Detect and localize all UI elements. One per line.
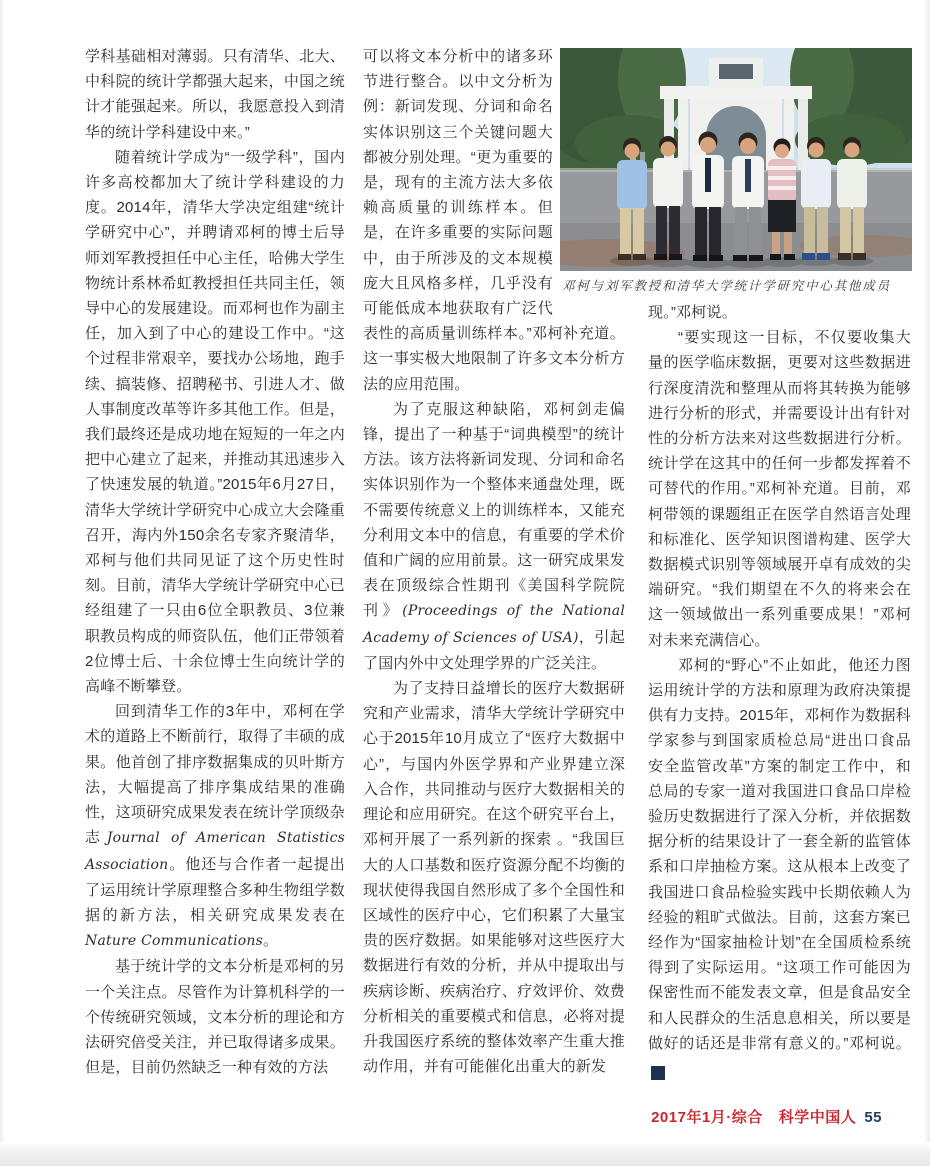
paragraph bbox=[85, 44, 345, 145]
paragraph bbox=[85, 145, 345, 699]
footer-issue-date: 2017年1月·综合 bbox=[651, 1109, 763, 1126]
text-run: 为了克服这种缺陷，邓柯剑走偏锋，提出了一种基于“词典模型”的统计方法。该方法将新词发现、分词和命名实体识别作为一个整体来通盘处理，既不需要传统意义上的训练样本，又能充分利用文本中的信息，有重要的学术价值和广阔的应用前景。这一研究成果发表在顶级综合性期刊《美国科学院院刊》 bbox=[363, 400, 625, 620]
column-left bbox=[85, 44, 345, 1080]
scan-edge-right bbox=[924, 0, 930, 1166]
end-of-article-mark: 科 bbox=[651, 1066, 665, 1080]
text-run: 回到清华工作的3年中，邓柯在学术的道路上不断前行，取得了丰硕的成果。他首创了排序数据集成的贝叶斯方法，大幅提高了排序集成结果的准确性，这项研究成果发表在统计学顶级杂志 bbox=[85, 703, 345, 847]
paragraph bbox=[85, 954, 345, 1080]
scan-edge-left bbox=[0, 0, 5, 1166]
paragraph bbox=[648, 325, 911, 653]
text-run: 可以将文本分析中的诸多环节进行整合。以中文分析为例：新词发现、分词和命名实体识别这三个关键问题大都被分别处理。“更为重要的是，现有的主流方法大多依赖高质量的训练样本。但是，在许多重要的实际问题中，由于所涉及的文本规模庞大且风格多样，几乎没有可能低成本地获取有广泛代表性的高质量训练样本。”邓柯补充道。这一事实极大地限制了许多文本分析方法的应用范围。 bbox=[363, 48, 625, 393]
group-photo bbox=[560, 48, 912, 271]
page-footer bbox=[651, 1106, 882, 1127]
paragraph bbox=[648, 300, 911, 325]
text-run: “要实现这一目标，不仅要收集大量的医学临床数据，更要对这些数据进行深度清洗和整理从而将其转换为能够进行分析的形式，并需要设计出有针对性的分析方法来对这些数据进行分析。统计学在这其中的任何一步都发挥着不可替代的作用。”邓柯补充道。目前，邓柯带领的课题组正在医学自然语言处理和标准化、医学知识图谱构建、医学大数据模式识别等领域展开卓有成效的尖端研究。“我们期望在不久的将来会在这一领域做出一系列重要成果！”邓柯对未来充满信心。 bbox=[648, 329, 911, 649]
scan-edge-bottom bbox=[0, 1142, 930, 1166]
tsinghua-gate-photo bbox=[560, 48, 912, 271]
text-run: 基于统计学的文本分析是邓柯的另一个关注点。尽管作为计算机科学的一个传统研究领域，文本分析的理论和方法研究倍受关注，并已取得诸多成果。但是，目前仍然缺乏一种有效的方法 bbox=[85, 958, 345, 1077]
text-run: 。 bbox=[263, 932, 279, 950]
footer-magazine-name: 科学中国人 bbox=[778, 1109, 857, 1126]
text-run: 邓柯的“野心”不止如此，他还力图运用统计学的方法和原理为政府决策提供有力支持。2015年，邓柯作为数据科学家参与到国家质检总局“进出口食品安全监管改革”方案的制定工作中，和总局的专家一道对我国进口食品口岸检验历史数据进行了深入分析，并依据数据分析的结果设计了一套全新的监管体系和口岸抽检方案。这从根本上改变了我国进口食品检验实践中长期依赖人为经验的粗旷式做法。目前，这套方案已经作为“国家抽检计划”在全国质检系统得到了实际运用。“这项工作可能因为保密性而不能发表文章，但是食品安全和人民群众的生活息息相关，所以要是做好的话还是非常有意义的。”邓柯说。 bbox=[648, 656, 911, 1052]
journal-name: Journal of American Statistics Association bbox=[85, 830, 346, 873]
paragraph bbox=[85, 699, 345, 954]
text-run: 。他还与合作者一起提出了运用统计学原理整合多种生物组学数据的新方法，相关研究成果发表在 bbox=[85, 855, 345, 924]
text-run: 学科基础相对薄弱。只有清华、北大、中科院的统计学都强大起来，中国之统计才能强起来。所以，我愿意投入到清华的统计学科建设中来。” bbox=[85, 48, 345, 141]
paragraph bbox=[363, 397, 625, 676]
journal-name: (Proceedings of the National Academy of Sciences of USA) bbox=[363, 603, 625, 646]
text-run: 现。”邓柯说。 bbox=[648, 304, 737, 321]
text-run: ，引起了国内外中文处理学界的广泛关注。 bbox=[363, 628, 625, 672]
paragraph bbox=[648, 653, 911, 1081]
text-run: 为了支持日益增长的医疗大数据研究和产业需求，清华大学统计学研究中心于2015年10月成立了“医疗大数据中心”，与国内外医学界和产业界建立深入合作，共同推动与医疗大数据相关的理论和应用研究。在这个研究平台上，邓柯开展了一系列新的探索 。“我国巨大的人口基数和医疗资源分配不均衡的现状使得我国自然形成了多个全国性和区域性的医疗中心，它们积累了大量宝贵的医疗数据。如果能够对这些医疗大数据进行有效的分析，并从中提取出与疾病诊断、疾病治疗、疗效评价、效费分析相关的重要模式和信息，必将对提升我国医疗系统的整体效率产生重大推动作用，并有可能催化出重大的新发 bbox=[363, 680, 625, 1076]
journal-name: Nature Communications bbox=[85, 933, 263, 950]
photo-caption: 邓柯与刘军教授和清华大学统计学研究中心其他成员 bbox=[562, 278, 891, 293]
text-run: 随着统计学成为“一级学科”，国内许多高校都加大了统计学科建设的力度。2014年，清华大学决定组建“统计学研究中心”，并聘请邓柯的博士后导师刘军教授担任中心主任，哈佛大学生物统计系林希虹教授担任共同主任，领导中心的发展建设。而邓柯也作为副主任，加入到了中心的建设工作中。“这个过程非常艰辛，要找办公场地，跑手续、搞装修、招聘秘书、引进人才、做人事制度改革等许多其他工作。但是，我们最终还是成功地在短短的一年之内把中心建立了起来，并推动其迅速步入了快速发展的轨道。”2015年6月27日，清华大学统计学研究中心成立大会隆重召开，海内外150余名专家齐聚清华，邓柯与他们共同见证了这个历史性时刻。目前，清华大学统计学研究中心已经组建了一只由6位全职教员、3位兼职教员构成的师资队伍，他们正带领着2位博士后、十余位博士生向统计学的高峰不断攀登。 bbox=[85, 148, 345, 696]
paragraph bbox=[363, 676, 625, 1079]
footer-page-number: 55 bbox=[864, 1109, 882, 1126]
column-right bbox=[648, 300, 911, 1081]
